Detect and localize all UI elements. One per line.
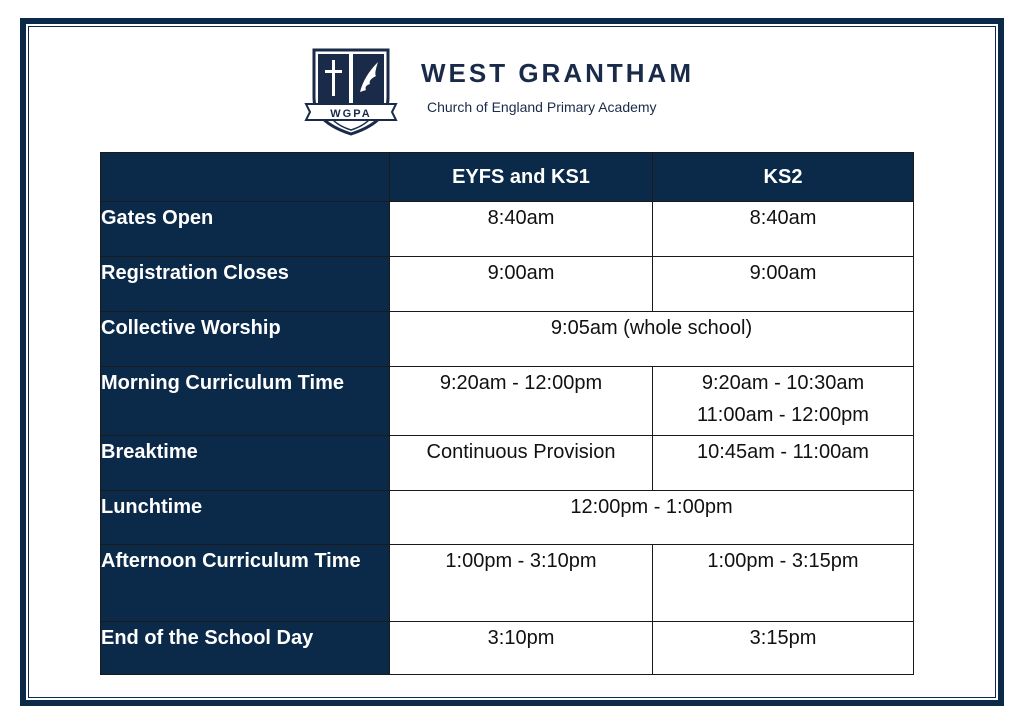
school-logo xyxy=(280,40,744,140)
school-day-timetable xyxy=(100,152,914,675)
cell-eyfs-ks1: 8:40am xyxy=(390,202,653,257)
table-row xyxy=(101,622,914,675)
cell-whole-school: 9:05am (whole school) xyxy=(390,312,914,367)
cell-eyfs-ks1: 1:00pm - 3:10pm xyxy=(390,545,653,622)
row-label: End of the School Day xyxy=(101,622,390,675)
cell-eyfs-ks1: Continuous Provision xyxy=(390,436,653,491)
table-row xyxy=(101,257,914,312)
cell-eyfs-ks1: 3:10pm xyxy=(390,622,653,675)
header-corner-cell xyxy=(101,153,390,202)
school-subtitle: Church of England Primary Academy xyxy=(427,99,657,115)
cell-ks2: 1:00pm - 3:15pm xyxy=(653,545,914,622)
cell-line: 9:20am - 10:30am xyxy=(701,372,865,394)
cell-ks2: 3:15pm xyxy=(653,622,914,675)
column-header-eyfs-ks1: EYFS and KS1 xyxy=(390,153,653,202)
table-row xyxy=(101,367,914,436)
row-label: Breaktime xyxy=(101,436,390,491)
row-label: Collective Worship xyxy=(101,312,390,367)
row-label: Registration Closes xyxy=(101,257,390,312)
row-label: Afternoon Curriculum Time xyxy=(101,545,390,622)
table-header-row xyxy=(101,153,914,202)
cell-ks2 xyxy=(653,367,914,436)
table-row xyxy=(101,312,914,367)
cell-ks2: 10:45am - 11:00am xyxy=(653,436,914,491)
cell-ks2: 9:00am xyxy=(653,257,914,312)
row-label: Morning Curriculum Time xyxy=(101,367,390,436)
cell-eyfs-ks1: 9:00am xyxy=(390,257,653,312)
table-row xyxy=(101,436,914,491)
school-name: WEST GRANTHAM xyxy=(421,58,694,88)
cell-line: 11:00am - 12:00pm xyxy=(697,404,869,426)
cell-eyfs-ks1: 9:20am - 12:00pm xyxy=(390,367,653,436)
row-label: Gates Open xyxy=(101,202,390,257)
row-label: Lunchtime xyxy=(101,491,390,545)
table-row xyxy=(101,545,914,622)
school-crest-icon xyxy=(304,46,398,136)
column-header-ks2: KS2 xyxy=(653,153,914,202)
crest-text: WGPA xyxy=(330,108,372,120)
table-row xyxy=(101,202,914,257)
cell-ks2: 8:40am xyxy=(653,202,914,257)
cell-whole-school: 12:00pm - 1:00pm xyxy=(390,491,914,545)
table-row xyxy=(101,491,914,545)
